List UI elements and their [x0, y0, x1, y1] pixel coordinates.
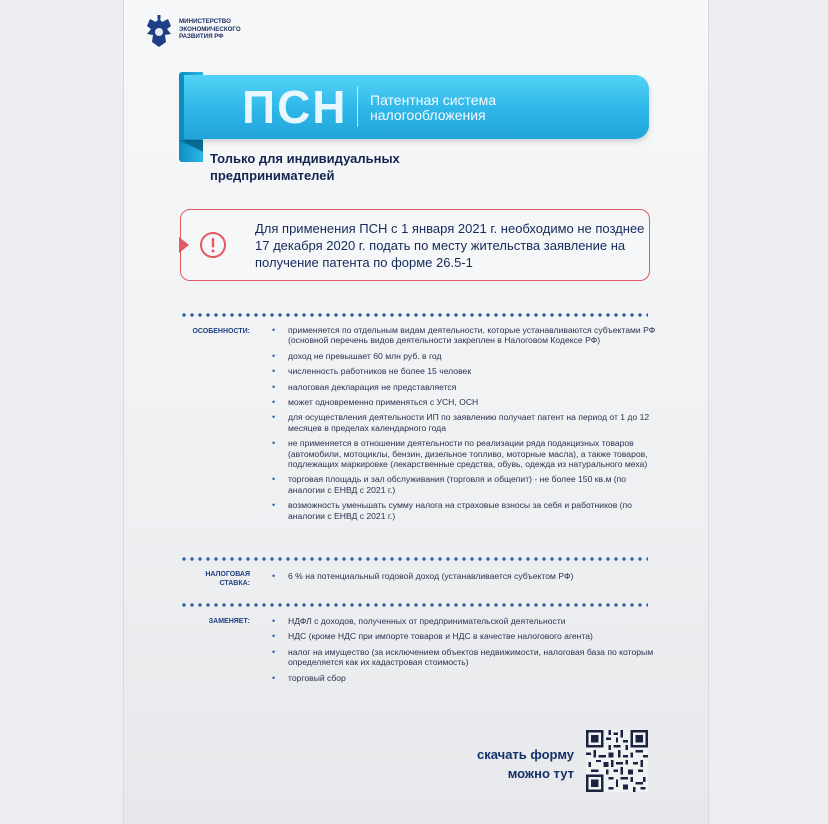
rate-label [124, 570, 250, 588]
download-line2: можно тут [507, 766, 574, 781]
bullet-icon: • [272, 366, 276, 377]
download-form-link[interactable] [454, 745, 574, 783]
rate-list [272, 571, 662, 586]
bullet-icon: • [272, 381, 276, 392]
title-banner [184, 75, 649, 139]
bullet-icon: • [272, 646, 276, 657]
qr-code-icon[interactable] [586, 730, 648, 792]
list-item: • торговая площадь и зал обслуживания (торговля и общепит) - не более 150 кв.м (по аналогии с ЕНВД с 2021 г.) [272, 474, 627, 495]
list-item: • не применяется в отношении деятельности по реализации ряда подакцизных товаров (автомобили, мотоциклы, бензин, дизельное топливо, моторные масла), а также товаров, подлежащих маркировке (лекарственные средства, обувь, одежда из натурального меха) [272, 438, 648, 470]
banner-divider [357, 87, 358, 127]
document-page [124, 0, 708, 824]
bullet-icon: • [272, 631, 276, 642]
list-item: • налог на имущество (за исключением объектов недвижимости, налоговая база по которым определяется как их кадастровая стоимость) [272, 646, 654, 668]
list-item: • численность работников не более 15 человек [272, 366, 472, 377]
list-item: • 6 % на потенциальный годовой доход (устанавливается субъектом РФ) [272, 571, 574, 581]
bullet-icon: • [272, 672, 276, 683]
features-list [272, 325, 662, 526]
ministry-name: МИНИСТЕРСТВО ЭКОНОМИЧЕСКОГО РАЗВИТИЯ РФ [179, 18, 241, 40]
alert-icon [199, 231, 227, 259]
list-item: • доход не превышает 60 млн руб. в год [272, 350, 442, 361]
rate-label-line1: НАЛОГОВАЯ [205, 571, 250, 578]
list-item: • торговый сбор [272, 672, 346, 683]
bullet-icon: • [272, 474, 276, 485]
banner-full-name: Патентная система налогообложения [370, 92, 496, 123]
bullet-icon: • [272, 438, 276, 449]
replaces-list [272, 616, 662, 688]
rate-label-line2: СТАВКА: [219, 580, 250, 587]
bullet-icon: • [272, 500, 276, 511]
bullet-icon: • [272, 350, 276, 361]
dotted-divider [180, 313, 648, 317]
list-item: • может одновременно применяться с УСН, ОСН [272, 397, 479, 408]
features-label: ОСОБЕННОСТИ: [192, 328, 250, 335]
ministry-logo [144, 14, 259, 50]
eagle-emblem-icon [144, 14, 174, 50]
list-item: • для осуществления деятельности ИП по заявлению получает патент на период от 1 до 12 месяцев в пределах календарного года [272, 412, 650, 433]
page-subtitle: Только для индивидуальных предпринимателей [210, 151, 400, 183]
bullet-icon: • [272, 397, 276, 408]
list-item: • налоговая декларация не представляется [272, 381, 457, 392]
bullet-icon: • [272, 616, 276, 626]
notice-text: Для применения ПСН с 1 января 2021 г. необходимо не позднее 17 декабря 2020 г. подать по месту жительства заявление на получение патента по форме 26.5-1 [255, 221, 645, 270]
dotted-divider [180, 557, 648, 561]
replaces-label: ЗАМЕНЯЕТ: [208, 618, 250, 625]
ribbon-fold [179, 140, 203, 152]
list-item: • применяется по отдельным видам деятельности, которые устанавливаются субъектами РФ (основной перечень видов деятельности закреплен в Налоговом Кодексе РФ) [272, 325, 656, 346]
dotted-divider [180, 603, 648, 607]
bullet-icon: • [272, 325, 276, 335]
list-item: • возможность уменьшать сумму налога на страховые взносы за себя и работников (по аналогии с ЕНВД с 2021 г.) [272, 500, 632, 521]
bullet-icon: • [272, 571, 276, 581]
deadline-notice [180, 209, 650, 281]
list-item: • НДС (кроме НДС при импорте товаров и НДС в качестве налогового агента) [272, 631, 593, 642]
list-item: • НДФЛ с доходов, полученных от предпринимательской деятельности [272, 616, 566, 626]
download-line1: скачать форму [477, 747, 574, 762]
notice-pointer [179, 237, 189, 253]
bullet-icon: • [272, 412, 276, 423]
banner-abbreviation: ПСН [242, 81, 348, 133]
